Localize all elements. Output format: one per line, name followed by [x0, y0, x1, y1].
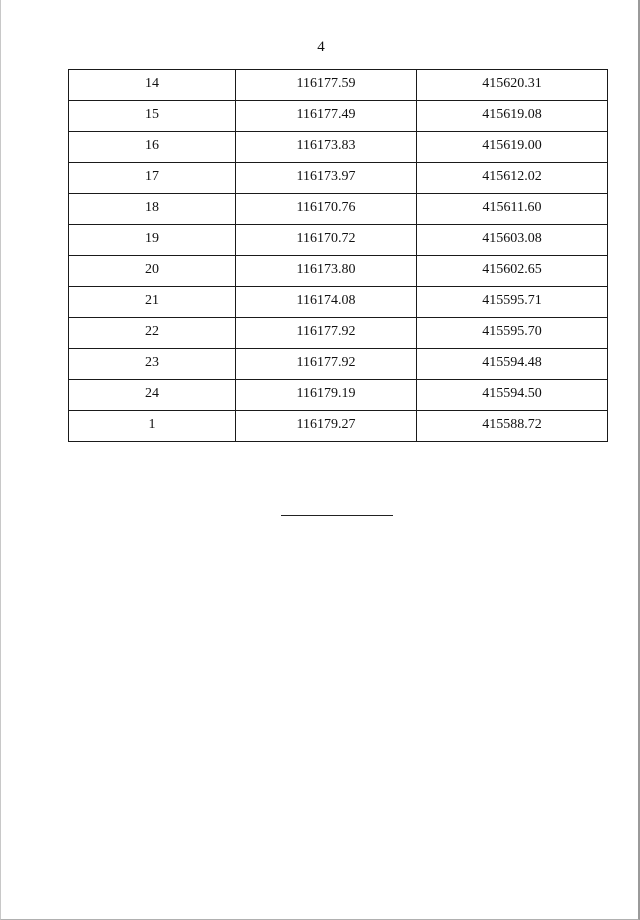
point-number-cell: 22	[69, 318, 236, 349]
y-coordinate-cell: 415620.31	[417, 70, 608, 101]
table-row	[69, 287, 608, 318]
x-coordinate-cell: 116170.76	[236, 194, 417, 225]
table-row	[69, 163, 608, 194]
y-coordinate-cell: 415602.65	[417, 256, 608, 287]
point-number-cell: 1	[69, 411, 236, 442]
table-row	[69, 194, 608, 225]
x-coordinate-cell: 116177.59	[236, 70, 417, 101]
x-coordinate-cell: 116177.49	[236, 101, 417, 132]
x-coordinate-cell: 116179.19	[236, 380, 417, 411]
point-number-cell: 21	[69, 287, 236, 318]
table-row	[69, 256, 608, 287]
y-coordinate-cell: 415603.08	[417, 225, 608, 256]
x-coordinate-cell: 116173.83	[236, 132, 417, 163]
point-number-cell: 20	[69, 256, 236, 287]
x-coordinate-cell: 116173.97	[236, 163, 417, 194]
y-coordinate-cell: 415595.71	[417, 287, 608, 318]
coordinates-table-body	[69, 70, 608, 442]
x-coordinate-cell: 116177.92	[236, 318, 417, 349]
y-coordinate-cell: 415594.48	[417, 349, 608, 380]
table-row	[69, 411, 608, 442]
x-coordinate-cell: 116177.92	[236, 349, 417, 380]
table-row	[69, 349, 608, 380]
point-number-cell: 14	[69, 70, 236, 101]
y-coordinate-cell: 415619.00	[417, 132, 608, 163]
table-row	[69, 101, 608, 132]
y-coordinate-cell: 415612.02	[417, 163, 608, 194]
table-row	[69, 132, 608, 163]
point-number-cell: 17	[69, 163, 236, 194]
y-coordinate-cell: 415588.72	[417, 411, 608, 442]
x-coordinate-cell: 116173.80	[236, 256, 417, 287]
x-coordinate-cell: 116170.72	[236, 225, 417, 256]
end-separator-line	[281, 515, 393, 516]
point-number-cell: 23	[69, 349, 236, 380]
y-coordinate-cell: 415611.60	[417, 194, 608, 225]
table-row	[69, 380, 608, 411]
table-row	[69, 318, 608, 349]
y-coordinate-cell: 415619.08	[417, 101, 608, 132]
y-coordinate-cell: 415595.70	[417, 318, 608, 349]
page-number: 4	[317, 39, 325, 55]
point-number-cell: 15	[69, 101, 236, 132]
table-row	[69, 225, 608, 256]
point-number-cell: 24	[69, 380, 236, 411]
point-number-cell: 19	[69, 225, 236, 256]
y-coordinate-cell: 415594.50	[417, 380, 608, 411]
point-number-cell: 18	[69, 194, 236, 225]
point-number-cell: 16	[69, 132, 236, 163]
coordinates-table	[68, 69, 608, 442]
x-coordinate-cell: 116179.27	[236, 411, 417, 442]
x-coordinate-cell: 116174.08	[236, 287, 417, 318]
table-row	[69, 70, 608, 101]
